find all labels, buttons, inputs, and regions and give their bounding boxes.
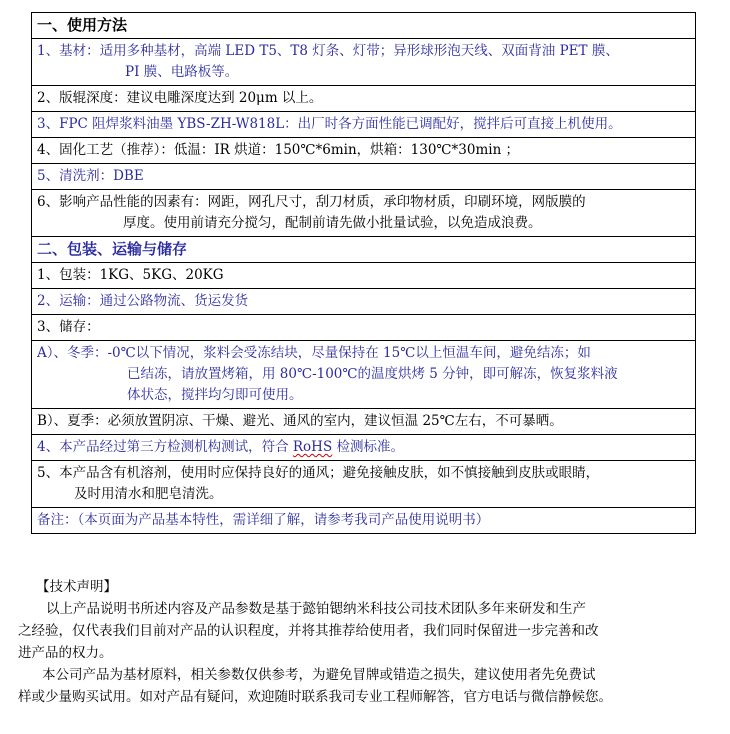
usage-item-factors [32,190,695,237]
text-line: 体状态，搅拌均匀即可使用。 [127,387,303,403]
text-line: 已结冻，请放置烤箱，用 80℃-100℃的温度烘烤 5 分钟，即可解冻，恢复浆料液 [127,366,618,382]
section-packaging-title: 二、包装、运输与储存 [32,237,695,263]
spec-table [31,12,696,534]
text-line: A）、冬季：-0℃以下情况，浆料会受冻结块，尽量保持在 15℃以上恒温车间，避免结冻；如 [37,345,591,361]
declaration-text: 本公司产品为基材原料，相关参数仅供参考，为避免冒牌或错造之损失，建议使用者先免费试 [42,667,596,683]
text-segment: 检测标准。 [332,439,405,455]
section-usage-title: 一、使用方法 [32,13,695,39]
usage-item-substrate [32,39,695,86]
technical-declaration [18,576,713,708]
packaging-item-solvent [32,461,695,508]
usage-item-cleaner: 5、清洗剂：DBE [32,164,695,190]
packaging-item-transport: 2、运输：通过公路物流、货运发货 [32,289,695,315]
declaration-text: 之经验，仅代表我们目前对产品的认识程度，并将其推荐给使用者，我们同时保留进一步完善和改 [18,623,599,639]
usage-item-ink: 3、FPC 阻焊浆料油墨 YBS-ZH-W818L：出厂时各方面性能已调配好，搅拌后可直接上机使用。 [32,112,695,138]
text-line: 厚度。使用前请充分搅匀，配制前请先做小批量试验，以免造成浪费。 [123,215,542,231]
declaration-title: 【技术声明】 [36,579,117,595]
declaration-text: 样或少量购买试用。如对产品有疑问，欢迎随时联系我司专业工程师解答，官方电话与微信静候您。 [18,689,612,705]
text-line: 1、基材：适用多种基材，高端 LED T5、T8 灯条、灯带；异形球形泡天线、双面背油 PET 膜、 [37,43,619,59]
storage-item-winter [32,341,695,409]
text-segment: 4、本产品经过第三方检测机构测试，符合 [37,439,293,455]
remark-row: 备注：（本页面为产品基本特性，需详细了解，请参考我司产品使用说明书） [32,508,695,534]
packaging-item-storage: 3、储存： [32,315,695,341]
packaging-item-package: 1、包装：1KG、5KG、20KG [32,263,695,289]
usage-item-curing: 4、固化工艺（推荐）：低温：IR 烘道：150℃*6min，烘箱：130℃*30min ； [32,138,695,164]
packaging-item-rohs [32,435,695,461]
text-line: 6、影响产品性能的因素有：网距，网孔尺寸，刮刀材质，承印物材质，印刷环境，网版膜的 [37,194,586,210]
text-line: PI 膜、电路板等。 [125,64,239,80]
rohs-term: RoHS [292,439,333,455]
usage-item-roller-depth: 2、版辊深度：建议电雕深度达到 20μm 以上。 [32,86,695,112]
storage-item-summer: B）、夏季：必须放置阴凉、干燥、避光、通风的室内，建议恒温 25℃左右，不可暴晒。 [32,409,695,435]
text-line: 5、本产品含有机溶剂，使用时应保持良好的通风；避免接触皮肤，如不慎接触到皮肤或眼睛， [37,465,600,481]
declaration-text: 以上产品说明书所述内容及产品参数是基于懿铂锶纳米科技公司技术团队多年来研发和生产 [46,601,586,617]
text-line: 及时用清水和肥皂清洗。 [74,486,223,502]
declaration-text: 进产品的权力。 [18,645,113,661]
